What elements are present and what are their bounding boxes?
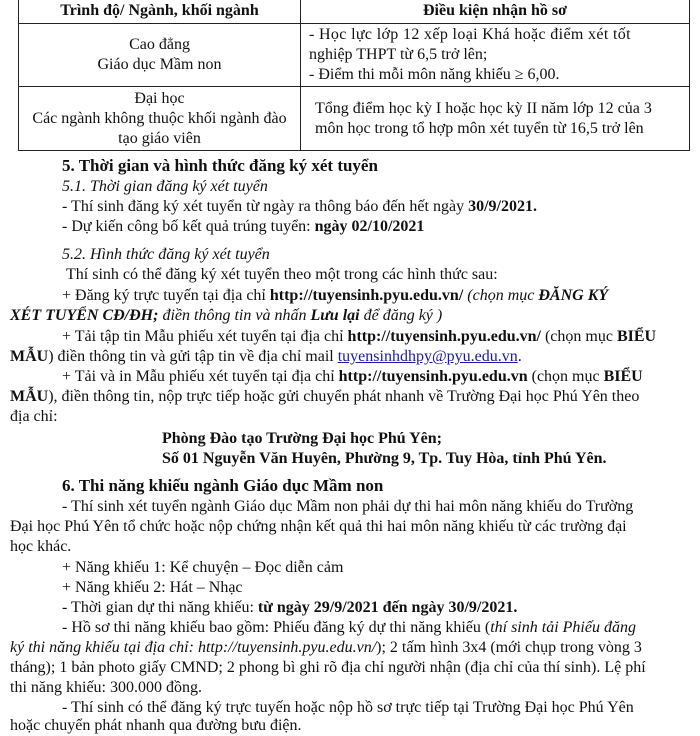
- table-cell: [301, 87, 690, 151]
- cell-line: Cao đẳng: [129, 36, 190, 53]
- cell-line: nghiệp THPT từ 6,5 trở lên;: [309, 46, 488, 63]
- table-header-cell: Trình độ/ Ngành, khối ngành: [19, 0, 301, 24]
- text: điền thông tin và nhấn: [158, 307, 311, 324]
- text: + Đăng ký trực tuyến tại địa chỉ: [62, 287, 270, 304]
- cell-line: Giáo dục Mầm non: [97, 56, 222, 73]
- paragraph-line: - Thí sinh xét tuyển ngành Giáo dục Mầm non phải dự thi hai môn năng khiếu do Trường: [62, 498, 634, 515]
- text: ) điền thông tin và gửi tập tin về địa chỉ mail: [48, 348, 338, 365]
- exam-dates: từ ngày 29/9/2021 đến ngày 30/9/2021.: [257, 599, 518, 616]
- address-line: Phòng Đào tạo Trường Đại học Phú Yên;: [162, 430, 442, 447]
- text: ký thi năng khiếu tại địa chỉ: http://tuyensinh.pyu.edu.vn/: [10, 639, 377, 656]
- paragraph-line: địa chỉ:: [10, 408, 58, 425]
- cell-line: Tổng điểm học kỳ I hoặc học kỳ II năm lớp 12 của 3: [315, 99, 652, 117]
- text: + Tải và in Mẫu phiếu xét tuyển tại địa chỉ: [62, 368, 339, 385]
- text: .: [517, 348, 522, 365]
- email-link[interactable]: tuyensinhdhpy@pyu.edu.vn: [337, 348, 518, 365]
- paragraph-line: Thí sinh có thể đăng ký xét tuyển theo một trong các hình thức sau:: [66, 266, 498, 283]
- paragraph-line: [10, 638, 642, 658]
- section-6-heading: 6. Thi năng khiếu ngành Giáo dục Mầm non: [62, 476, 384, 495]
- list-item: + Năng khiếu 1: Kể chuyện – Đọc diễn cảm: [62, 559, 344, 576]
- text: (chọn mục: [527, 368, 604, 385]
- cell-line: - Học lực lớp 12 xếp loại Khá hoặc điểm xét tốt: [309, 26, 631, 43]
- paragraph-line: [10, 306, 442, 326]
- text: ), điền thông tin, nộp trực tiếp hoặc gửi chuyển phát nhanh về Trường Đại học Phú Yên theo: [48, 388, 640, 405]
- paragraph-line: [10, 347, 522, 367]
- table-row: [19, 87, 690, 151]
- address-line: Số 01 Nguyễn Văn Huyên, Phường 9, Tp. Tuy Hòa, tỉnh Phú Yên.: [162, 450, 607, 467]
- cell-line: tạo giáo viên: [118, 129, 201, 147]
- text: XÉT TUYỂN CĐ/ĐH;: [10, 307, 159, 324]
- paragraph-line: [62, 327, 656, 347]
- subsection-5-1-heading: 5.1. Thời gian đăng ký xét tuyển: [62, 178, 268, 195]
- table-cell: [19, 24, 301, 87]
- text: ĐĂNG KÝ: [538, 287, 609, 304]
- paragraph-line: [62, 367, 643, 387]
- list-item: + Năng khiếu 2: Hát – Nhạc: [62, 579, 243, 596]
- paragraph-line: hoặc chuyển phát nhanh qua đường bưu điện.: [10, 717, 302, 734]
- table-header-row: [19, 0, 690, 24]
- text: (chọn mục: [463, 287, 539, 304]
- text: - Thời gian dự thi năng khiếu:: [62, 599, 258, 616]
- paragraph-line: tháng); 1 bản photo giấy CMND; 2 phong bì ghi rõ địa chỉ người nhận (địa chỉ của thí sinh). Lệ phí: [10, 659, 646, 676]
- paragraph-line: - Thí sinh có thể đăng ký trực tuyến hoặc nộp hồ sơ trực tiếp tại Trường Đại học Phú Yên: [62, 699, 634, 716]
- paragraph-line: học khác.: [10, 538, 72, 555]
- paragraph-line: Đại học Phú Yên tổ chức hoặc nộp chứng nhận kết quả thi hai môn năng khiếu từ các trường đại: [10, 518, 627, 535]
- cell-line: - Điểm thi mỗi môn năng khiếu ≥ 6,00.: [309, 66, 560, 83]
- text: - Thí sinh đăng ký xét tuyển từ ngày ra thông báo đến hết ngày: [62, 198, 469, 215]
- text: BIỂU: [616, 328, 657, 345]
- text: Lưu lại: [310, 307, 360, 324]
- form-print-url[interactable]: http://tuyensinh.pyu.edu.vn: [338, 368, 528, 385]
- text: (chọn mục: [540, 328, 617, 345]
- deadline-date: 30/9/2021.: [468, 198, 537, 215]
- text: MẪU: [10, 388, 49, 405]
- text: BIỂU: [603, 368, 643, 385]
- text: - Dự kiến công bố kết quả trúng tuyển:: [62, 218, 315, 235]
- subsection-5-2-heading: 5.2. Hình thức đăng ký xét tuyển: [62, 246, 270, 263]
- paragraph-line: [62, 286, 608, 306]
- text: + Tải tập tin Mẫu phiếu xét tuyển tại địa chỉ: [62, 328, 348, 345]
- table-cell: [19, 87, 301, 151]
- paragraph-line: [62, 598, 517, 618]
- table-header-cell: Điều kiện nhận hồ sơ: [301, 0, 690, 24]
- paragraph-line: [62, 217, 424, 237]
- text: - Hồ sơ thi năng khiếu bao gồm: Phiếu đăng ký dự thi năng khiếu (: [62, 619, 491, 636]
- section-5-heading: 5. Thời gian và hình thức đăng ký xét tuyển: [62, 156, 378, 175]
- text: MẪU: [10, 348, 49, 365]
- text: để đăng ký ): [359, 307, 443, 324]
- text: ); 2 tấm hình 3x4 (mới chụp trong vòng 3: [376, 639, 642, 656]
- paragraph-line: [10, 387, 639, 407]
- result-date: ngày 02/10/2021: [314, 218, 425, 235]
- admission-requirements-table: [18, 0, 690, 151]
- registration-url[interactable]: http://tuyensinh.pyu.edu.vn/: [269, 287, 464, 304]
- cell-line: Các ngành không thuộc khối ngành đào: [32, 109, 287, 127]
- text: thí sinh tải Phiếu đăng: [490, 619, 636, 636]
- paragraph-line: [62, 618, 636, 638]
- table-cell: [301, 24, 690, 87]
- table-row: [19, 24, 690, 87]
- form-download-url[interactable]: http://tuyensinh.pyu.edu.vn/: [347, 328, 541, 345]
- cell-line: môn học trong tổ hợp môn xét tuyển từ 16,5 trở lên: [315, 119, 644, 137]
- cell-line: Đại học: [134, 89, 185, 107]
- paragraph-line: thi năng khiếu: 300.000 đồng.: [10, 679, 202, 696]
- paragraph-line: [62, 197, 537, 217]
